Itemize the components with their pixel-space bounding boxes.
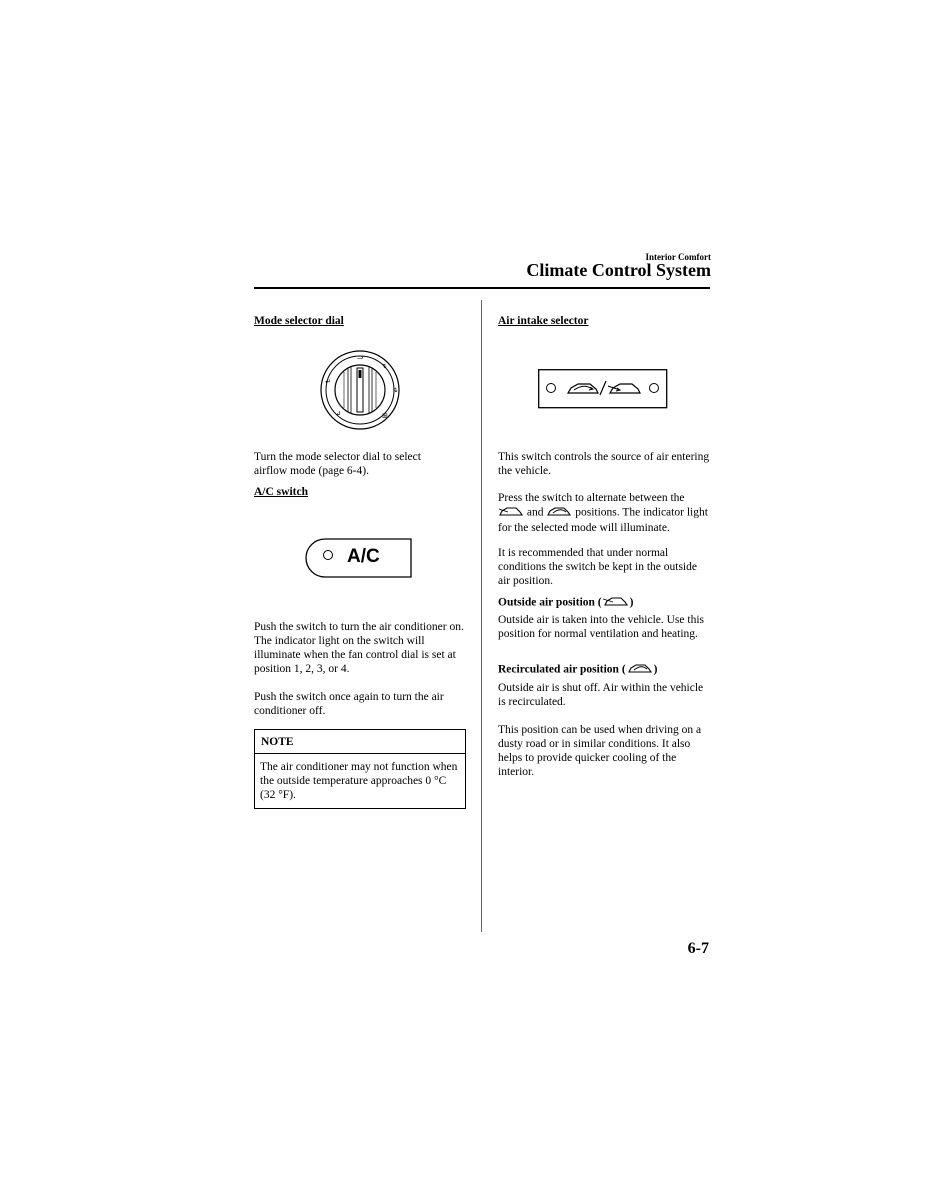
mode-text-line-2: airflow mode (page 6-4). bbox=[254, 465, 369, 477]
air-intake-selector bbox=[538, 369, 668, 409]
outside-text: Outside air is taken into the vehicle. Use this position for normal ventilation and heating. bbox=[498, 614, 704, 640]
note-text: The air conditioner may not function when the outside temperature approaches 0 °C (32 °F). bbox=[260, 761, 458, 801]
svg-text:↴: ↴ bbox=[381, 362, 387, 370]
svg-text:ᓗ: ᓗ bbox=[357, 353, 363, 361]
svg-text:↲: ↲ bbox=[335, 410, 341, 418]
ac-text-2: Push the switch once again to turn the air conditioner off. bbox=[254, 691, 444, 717]
page-number: 6-7 bbox=[687, 940, 709, 957]
recirculated-air-car-icon bbox=[626, 662, 654, 678]
note-heading: NOTE bbox=[255, 730, 465, 754]
mode-selector-description bbox=[254, 450, 466, 478]
indicator-light-icon bbox=[650, 384, 659, 393]
ac-switch-heading: A/C switch bbox=[254, 486, 308, 498]
note-box bbox=[254, 729, 466, 809]
outside-air-description bbox=[498, 613, 710, 641]
svg-text:↵: ↵ bbox=[325, 378, 331, 386]
indicator-light-icon bbox=[324, 551, 333, 560]
recommend-text: It is recommended that under normal conditions the switch be kept in the outside air position. bbox=[498, 547, 697, 587]
indicator-light-icon bbox=[547, 384, 556, 393]
ac-button-label: A/C bbox=[347, 546, 380, 567]
header-rule bbox=[254, 287, 710, 289]
recirc-text-2: This position can be used when driving on a dusty road or in similar conditions. It also helps to provide quicker cooling of the interior. bbox=[498, 724, 702, 778]
ac-switch bbox=[305, 538, 413, 580]
intake-text-1: This switch controls the source of air entering the vehicle. bbox=[498, 451, 710, 477]
press-suffix: positions. The indicator light for the selected mode will illuminate. bbox=[498, 506, 708, 534]
recommend-description bbox=[498, 546, 710, 588]
column-divider bbox=[481, 300, 482, 932]
svg-text:↴: ↴ bbox=[392, 386, 398, 394]
air-intake-heading: Air intake selector bbox=[498, 315, 589, 327]
recirculated-air-car-icon bbox=[546, 505, 572, 521]
press-description bbox=[498, 491, 710, 535]
mode-selector-dial bbox=[318, 348, 402, 432]
press-and: and bbox=[526, 506, 544, 519]
outside-air-car-icon bbox=[602, 595, 630, 611]
intake-description bbox=[498, 450, 710, 478]
outside-air-car-icon bbox=[498, 505, 524, 521]
mode-text-line-1: Turn the mode selector dial to select bbox=[254, 451, 421, 463]
recirculated-air-heading: Recirculated air position ( ) bbox=[498, 662, 710, 678]
ac-text-1: Push the switch to turn the air conditioner on. The indicator light on the switch will illuminate when the fan control dial is set at position 1, 2, 3, or 4. bbox=[254, 621, 464, 675]
svg-text:⊞: ⊞ bbox=[382, 412, 388, 420]
outside-air-heading: Outside air position ( ) bbox=[498, 595, 710, 611]
mode-selector-dial-icon bbox=[318, 348, 402, 432]
mode-selector-heading: Mode selector dial bbox=[254, 315, 344, 327]
press-prefix: Press the switch to alternate between the bbox=[498, 492, 685, 504]
ac-description bbox=[254, 620, 466, 718]
recirculated-air-description bbox=[498, 681, 710, 779]
page-title: Climate Control System bbox=[526, 260, 711, 280]
recirc-text-1: Outside air is shut off. Air within the vehicle is recirculated. bbox=[498, 682, 704, 708]
section-label: Interior Comfort bbox=[645, 252, 711, 262]
